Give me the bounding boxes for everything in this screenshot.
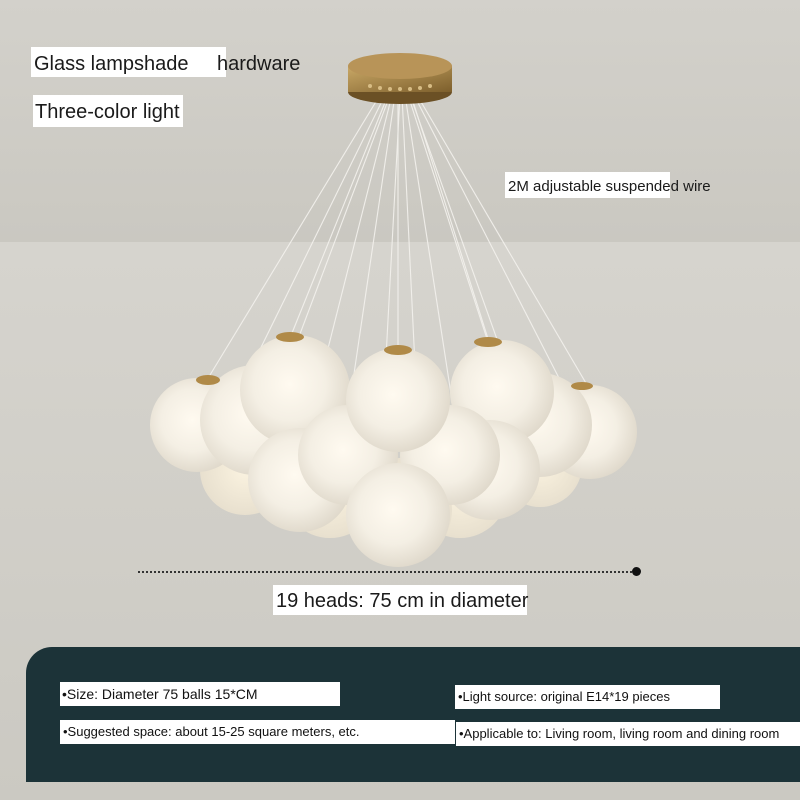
diameter-label: 19 heads: 75 cm in diameter xyxy=(273,585,527,615)
diameter-dimension-line xyxy=(138,571,636,573)
hardware-label: hardware xyxy=(217,53,301,75)
spec-light-source: •Light source: original E14*19 pieces xyxy=(455,685,720,709)
spec-space: •Suggested space: about 15-25 square meters, etc. xyxy=(60,720,455,744)
spec-panel xyxy=(26,647,800,782)
dimension-endpoint xyxy=(632,567,641,576)
glass-globes xyxy=(150,332,637,567)
three-color-label: Three-color light xyxy=(33,95,183,127)
wire-label: 2M adjustable suspended wire xyxy=(505,172,670,198)
spec-applicable-room: •Applicable to: Living room, living room and dining room xyxy=(456,722,800,746)
brass-canopy xyxy=(348,53,452,104)
spec-size: •Size: Diameter 75 balls 15*CM xyxy=(60,682,340,706)
glass-lampshade-label: Glass lampshade xyxy=(31,47,226,77)
